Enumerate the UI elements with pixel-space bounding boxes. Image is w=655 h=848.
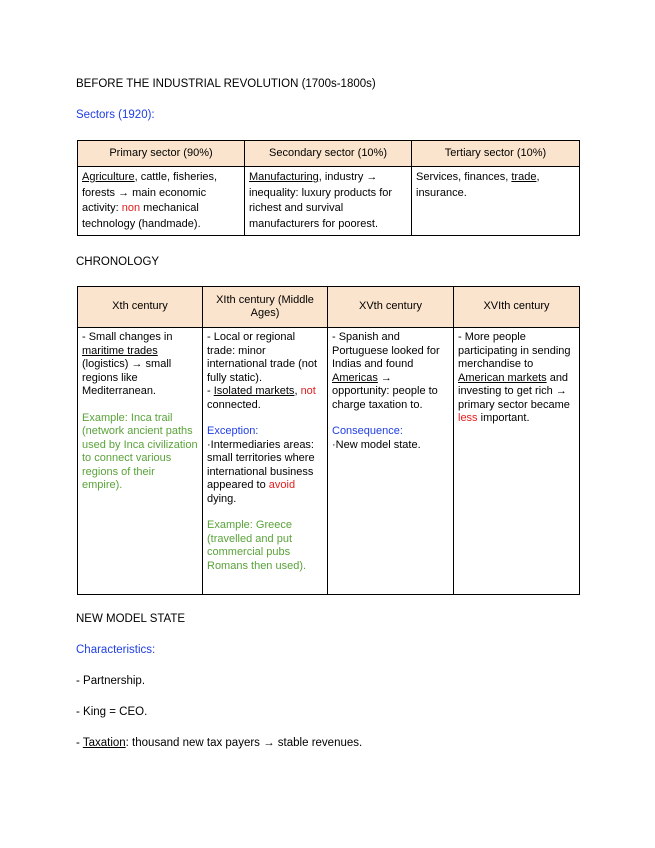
cell-text: - <box>207 385 214 397</box>
header-secondary-sector: Secondary sector (10%) <box>245 141 412 167</box>
chronology-table <box>77 286 580 595</box>
header-tertiary-sector: Tertiary sector (10%) <box>412 141 580 167</box>
sectors-title: Sectors (1920): <box>76 109 155 121</box>
cell-xvith-century <box>454 328 580 595</box>
cell-text: dying. <box>207 492 237 505</box>
example-note: Example: Greece (travelled and put commercial pubs Romans then used). <box>207 519 307 572</box>
cell-text: and investing to get rich → primary sector became <box>458 371 570 411</box>
example-note: Example: Inca trail (network ancient paths used by Inca civilization to connect various regions of their empire). <box>82 411 198 491</box>
cell-text: , insurance. <box>416 171 540 199</box>
underlined-term: American markets <box>458 371 547 384</box>
cell-secondary-sector <box>245 167 412 236</box>
cell-text: ·Intermediaries areas: small territories where international business appeared to <box>207 438 315 491</box>
header-xth-century: Xth century <box>78 287 203 328</box>
highlight-red: not <box>300 385 316 397</box>
characteristic-item <box>76 736 362 751</box>
cell-text: mechanical technology (handmade). <box>82 202 201 230</box>
page-heading: BEFORE THE INDUSTRIAL REVOLUTION (1700s-1800s) <box>76 78 376 90</box>
consequence-label: Consequence: <box>332 425 403 437</box>
underlined-term: maritime trades <box>82 344 158 357</box>
cell-tertiary-sector <box>412 167 580 236</box>
cell-text: Services, finances, <box>416 171 512 183</box>
cell-text: ·New model state. <box>332 438 421 451</box>
underlined-term: Manufacturing <box>249 171 319 183</box>
table-header-row <box>78 141 580 167</box>
table-row <box>78 328 580 595</box>
underlined-term: Taxation <box>82 737 126 749</box>
header-xith-century: XIth century (Middle Ages) <box>203 287 328 328</box>
characteristic-item: - Partnership. <box>76 675 146 687</box>
underlined-term: Isolated markets <box>213 385 295 397</box>
highlight-red: avoid <box>268 479 296 491</box>
highlight-red: less <box>458 412 478 424</box>
cell-text: , cattle, fisheries, forests → main economic activity: <box>82 171 218 214</box>
cell-text: connected. <box>207 398 261 411</box>
cell-text: important. <box>477 412 530 424</box>
underlined-term: Agriculture <box>82 171 135 183</box>
cell-primary-sector <box>78 167 245 236</box>
underlined-term: trade <box>511 171 537 183</box>
cell-text: - Spanish and Portuguese looked for Indias and found <box>332 331 440 370</box>
characteristics-title: Characteristics: <box>76 644 156 656</box>
cell-text: - More people participating in sending merchandise to <box>458 331 571 370</box>
chronology-title: CHRONOLOGY <box>76 256 160 268</box>
header-xvth-century: XVth century <box>328 287 454 328</box>
sectors-table <box>77 140 580 236</box>
item-text: : thousand new tax payers → stable revenues. <box>125 737 363 749</box>
cell-xith-century <box>203 328 328 595</box>
table-row <box>78 167 580 236</box>
cell-text: - Local or regional trade: minor international trade (not fully static). <box>207 331 318 384</box>
cell-text: - Small changes in <box>82 331 173 343</box>
exception-label: Exception: <box>207 425 259 437</box>
model-state-title: NEW MODEL STATE <box>76 613 186 625</box>
header-xvith-century: XVIth century <box>454 287 580 328</box>
cell-xth-century <box>78 328 203 595</box>
header-primary-sector: Primary sector (90%) <box>78 141 245 167</box>
cell-text: , <box>294 385 301 397</box>
cell-text: → opportunity: people to charge taxation to. <box>332 371 438 411</box>
highlight-red: non <box>121 202 141 214</box>
table-header-row <box>78 287 580 328</box>
underlined-term: Americas <box>332 371 378 384</box>
cell-text: , industry → inequality: luxury products for richest and survival manufacturers for poorest. <box>249 171 393 230</box>
characteristic-item: - King = CEO. <box>76 706 148 718</box>
cell-xvth-century <box>328 328 454 595</box>
item-prefix: - <box>76 737 83 749</box>
cell-text: (logistics) → small regions like Mediterranean. <box>82 358 172 397</box>
